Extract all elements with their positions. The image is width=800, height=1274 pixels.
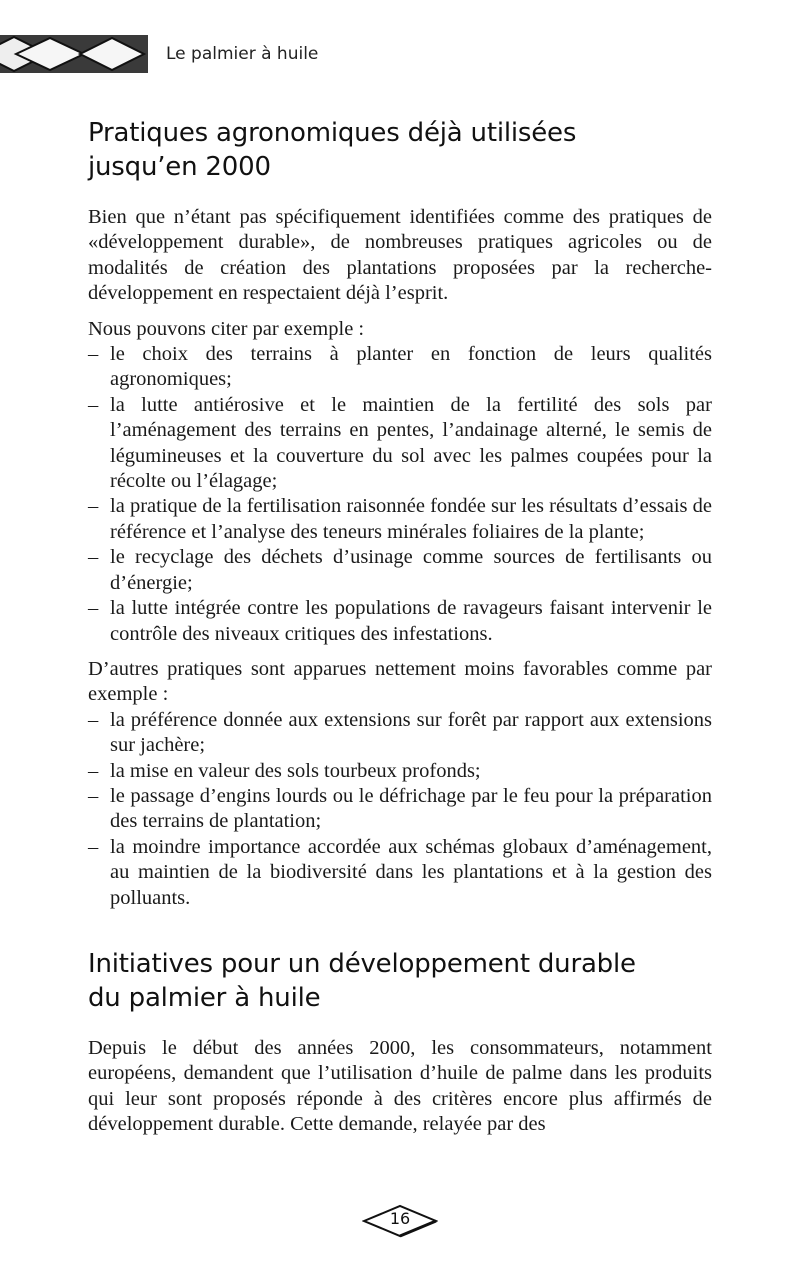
list-intro: Nous pouvons citer par exemple : [88,317,365,340]
list-item: – la moindre importance accordée aux schémas globaux d’aménagement, au maintien de la biodiversité dans les plantations et à la gestion des polluants. [88,835,712,909]
page-content [88,116,712,1148]
page-number-text: 16 [389,1209,411,1228]
running-title: Le palmier à huile [166,44,319,64]
paragraph: Bien que n’étant pas spécifiquement identifiées comme des pratiques de «développement durable», de nombreuses pratiques agricoles ou de modalités de création des plantations proposées par la recherche-développement en respectaient déjà l’esprit. [88,206,712,305]
list-item: – la lutte antiérosive et le maintien de la fertilité des sols par l’aménagement des terrains en pentes, l’andainage alterné, le semis de légumineuses et la couverture du sol avec les palmes coupées pour la récolte ou l’élagage; [88,393,712,493]
header-decoration [0,35,148,73]
list-item: – la préférence donnée aux extensions sur forêt par rapport aux extensions sur jachère; [88,708,712,757]
list-item: – le choix des terrains à planter en fonction de leurs qualités agronomiques; [88,343,712,391]
list [88,342,712,647]
paragraph: Depuis le début des années 2000, les consommateurs, notamment européens, demandent que l’utilisation d’huile de palme dans les produits qui leur sont proposés réponde à des critères encore plus affirmés de développement durable. Cette demande, relayée par des [88,1036,712,1136]
list-item: – la mise en valeur des sols tourbeux profonds; [88,759,481,782]
list-item: – la lutte intégrée contre les populations de ravageurs faisant intervenir le contrôle des niveaux critiques des infestations. [88,597,712,645]
list-intro: D’autres pratiques sont apparues nettement moins favorables comme par exemple : [88,657,712,706]
section-heading: Initiatives pour un développement durable du palmier à huile [88,948,636,1013]
page-number [362,1203,438,1239]
list-item: – la pratique de la fertilisation raisonnée fondée sur les résultats d’essais de référence et l’analyse des teneurs minérales foliaires de la plante; [88,495,712,543]
list-item: – le passage d’engins lourds ou le défrichage par le feu pour la préparation des terrains de plantation; [88,784,712,833]
section-heading: Pratiques agronomiques déjà utilisées jusqu’en 2000 [88,118,577,182]
list [88,708,712,911]
list-item: – le recyclage des déchets d’usinage comme sources de fertilisants ou d’énergie; [88,546,712,594]
